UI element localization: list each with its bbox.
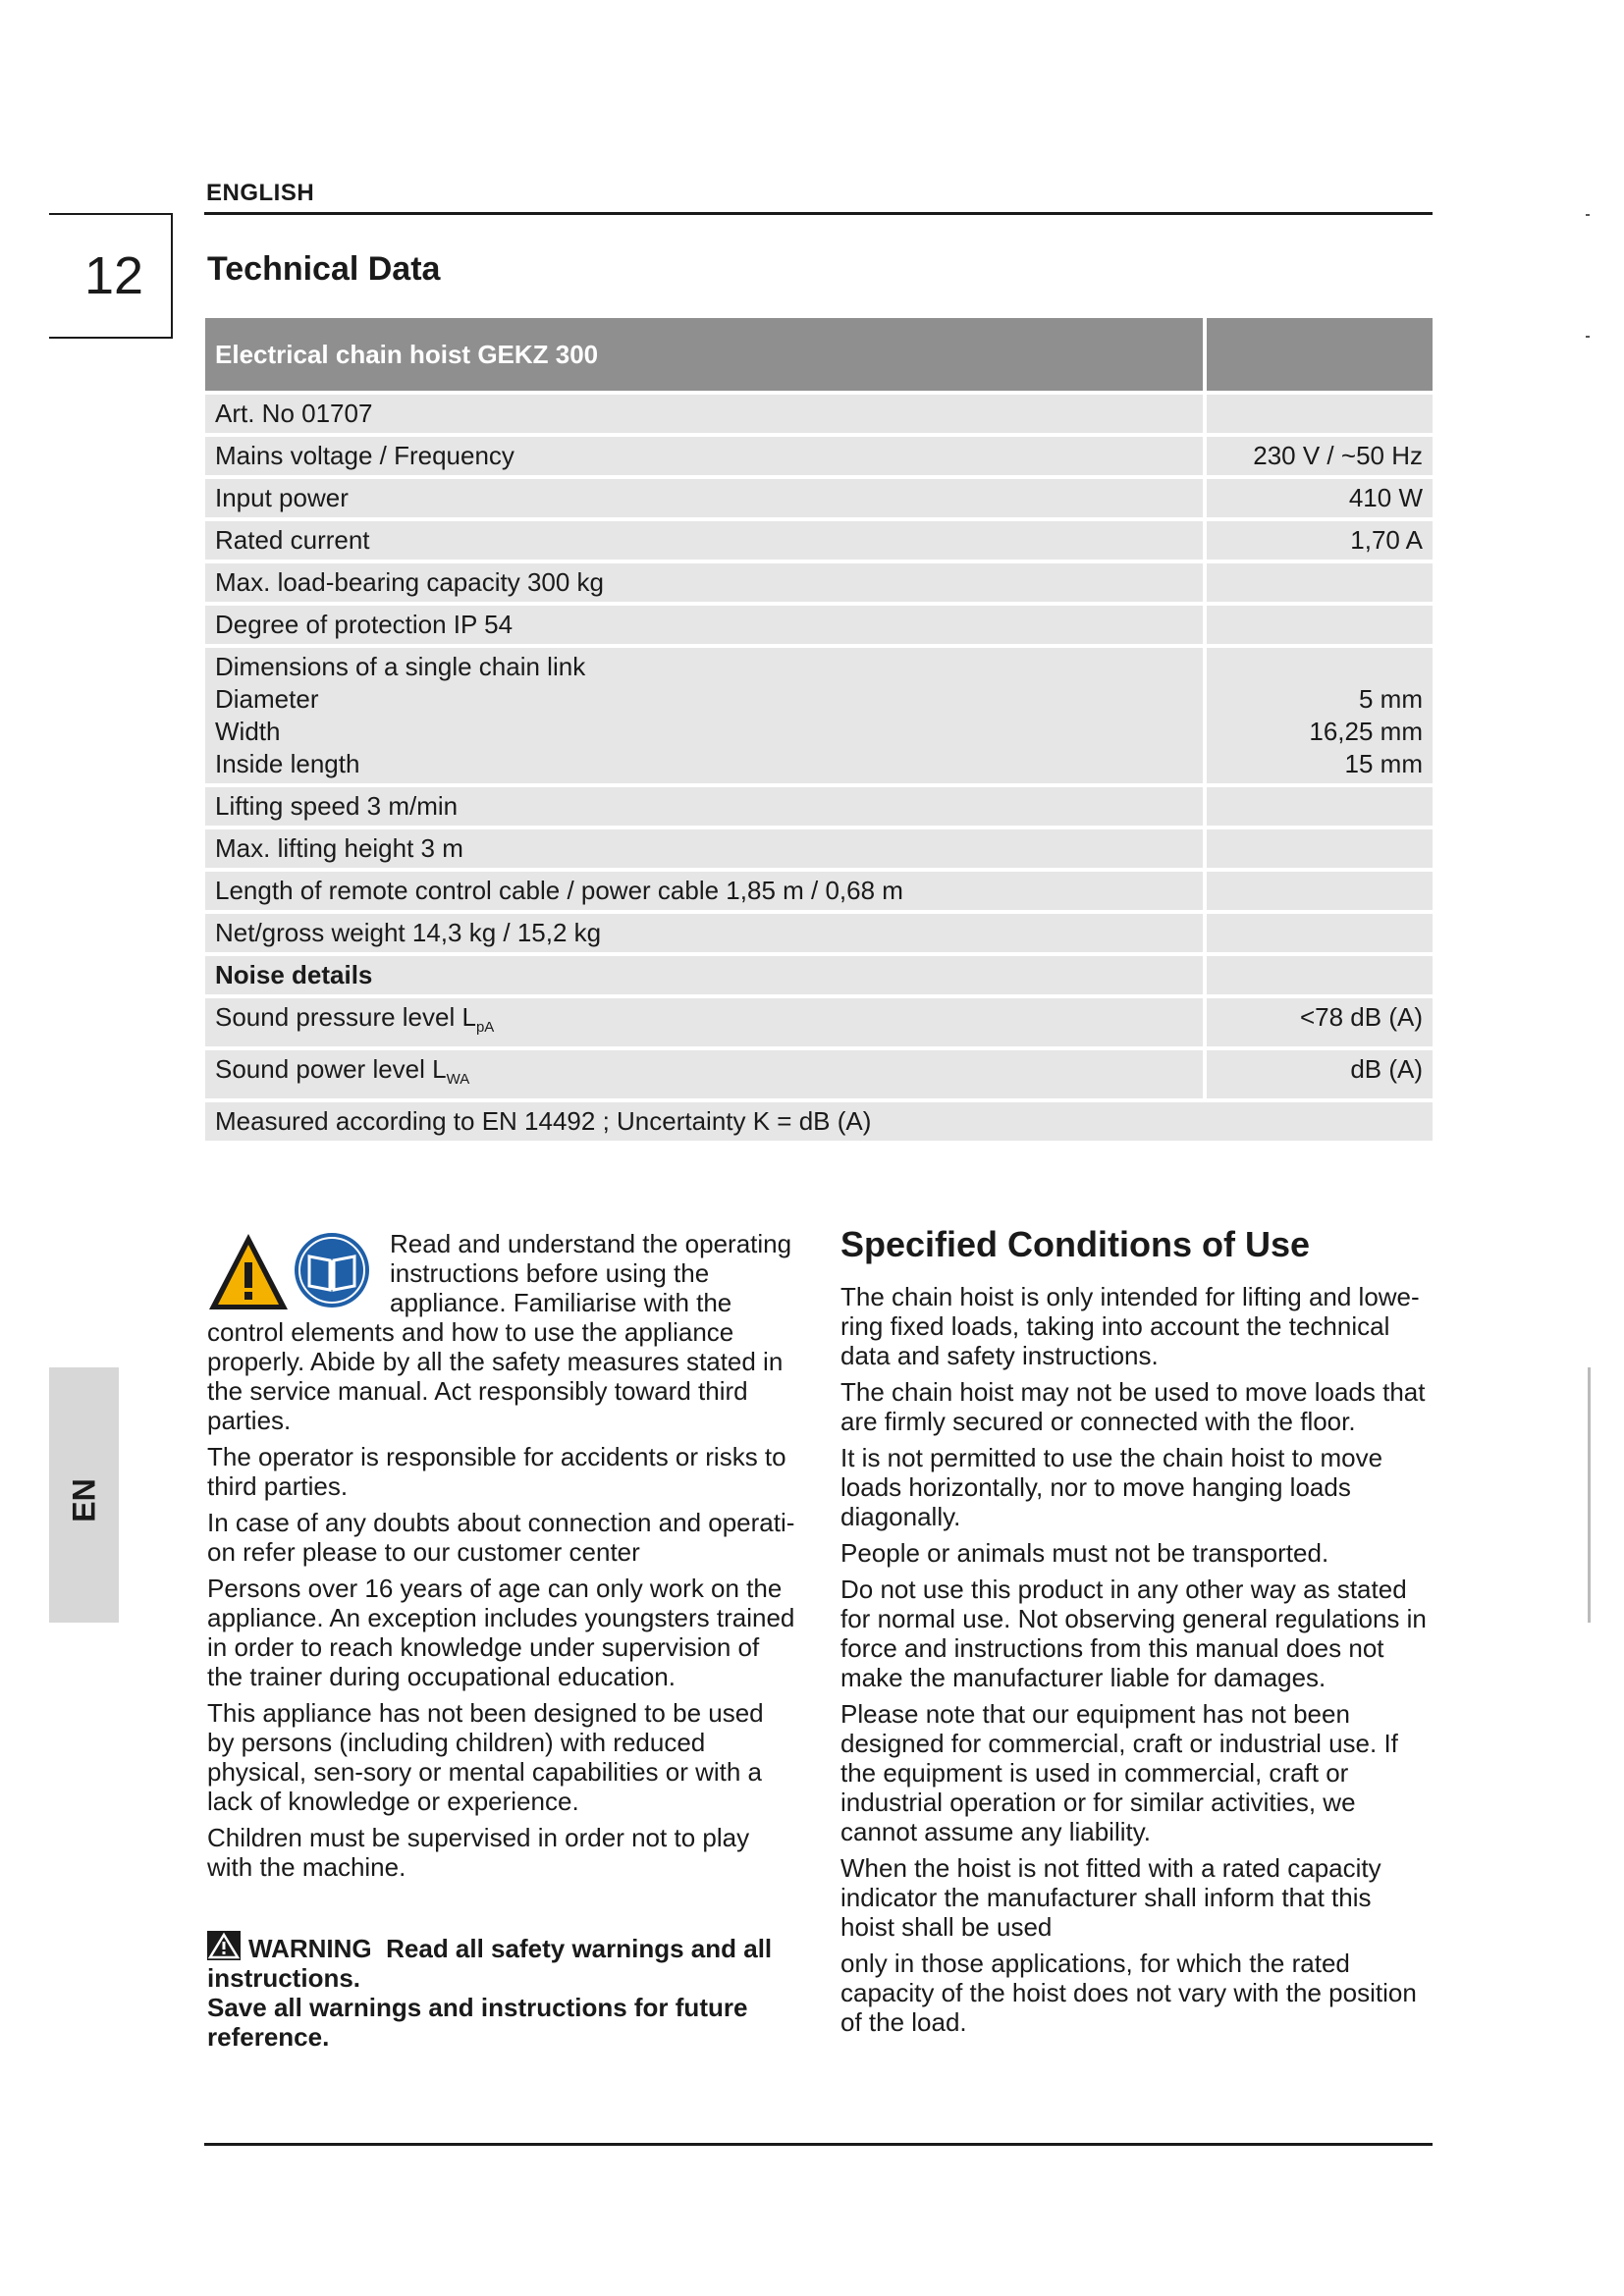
inside-length-value: 15 mm (1344, 749, 1423, 778)
row-value (1203, 563, 1433, 602)
noise-header-row (205, 956, 1433, 994)
warning-line-2: Save all warnings and instructions for future reference. (207, 1993, 748, 2052)
language-header: ENGLISH (206, 180, 315, 206)
safety-intro: Read and understand the operating instructions before using the appliance. Familiarise with the control elements and how to use the appliance properly. Abide by all the safety measures stated in the service manual. Act responsibly toward third parties. (207, 1229, 792, 1435)
chain-link-values (1203, 648, 1433, 783)
row-value (1203, 606, 1433, 644)
measurement-note-row (205, 1102, 1433, 1141)
warning-word: WARNING (248, 1934, 372, 1963)
conditions-paragraph: Please note that our equipment has not been designed for commercial, craft or industrial use. If the equipment is used in commercial, craft or industrial operation or for similar activities, we cannot assume any liability. (840, 1699, 1398, 1846)
safety-paragraph: This appliance has not been designed to be used by persons (including children) with reduced physical, sen-sory or mental capabilities or with a lack of knowledge or experience. (207, 1698, 764, 1816)
conditions-title: Specified Conditions of Use (840, 1224, 1311, 1264)
conditions-paragraph: The chain hoist may not be used to move loads that are firmly secured or connected with the floor. (840, 1377, 1426, 1436)
noise-title: Noise details (205, 956, 1203, 994)
table-row (205, 998, 1433, 1046)
width-value: 16,25 mm (1309, 717, 1423, 746)
table-row (205, 829, 1433, 868)
chain-link-row (205, 648, 1433, 783)
width-label: Width (215, 717, 281, 746)
row-label: Input power (205, 479, 1203, 517)
language-side-label: EN (66, 1478, 102, 1522)
warning-line-1 (207, 1931, 796, 1993)
row-value: 410 W (1203, 479, 1433, 517)
safety-column (207, 1229, 796, 2052)
table-row (205, 1050, 1433, 1098)
table-row (205, 787, 1433, 826)
conditions-paragraph: It is not permitted to use the chain hoist to move loads horizontally, nor to move hanging loads diagonally. (840, 1443, 1383, 1531)
conditions-paragraph: The chain hoist is only intended for lifting and lowe-ring fixed loads, taking into account the technical data and safety instructions. (840, 1282, 1420, 1370)
conditions-paragraph: When the hoist is not fitted with a rated capacity indicator the manufacturer shall inform that this hoist shall be used (840, 1853, 1381, 1942)
chain-link-labels (205, 648, 1203, 783)
table-header-row (205, 318, 1433, 391)
row-value: 230 V / ~50 Hz (1203, 437, 1433, 475)
table-row (205, 872, 1433, 910)
row-label: Mains voltage / Frequency (205, 437, 1203, 475)
table-heading-value (1203, 318, 1433, 391)
technical-data-table (205, 314, 1433, 1145)
safety-paragraph: Children must be supervised in order not to play with the machine. (207, 1823, 750, 1882)
sound-pressure-label: Sound pressure level $L_{pA}$ (205, 998, 1203, 1046)
noise-title-value (1203, 956, 1433, 994)
measurement-note: Measured according to EN 14492 ; Uncertainty K = dB (A) (205, 1102, 1433, 1141)
table-row (205, 395, 1433, 433)
table-row (205, 521, 1433, 560)
safety-paragraph: In case of any doubts about connection and operati-on refer please to our customer center (207, 1508, 795, 1567)
row-value (1203, 829, 1433, 868)
row-value (1203, 395, 1433, 433)
safety-paragraph: Persons over 16 years of age can only work on the appliance. An exception includes youngsters trained in order to reach knowledge under supervision of the trainer during occupational education. (207, 1574, 795, 1691)
row-label: Max. load-bearing capacity 300 kg (205, 563, 1203, 602)
row-value (1203, 787, 1433, 826)
header-rule (204, 212, 1433, 215)
row-value (1203, 914, 1433, 952)
sound-power-label: Sound power level $L_{WA}$ (205, 1050, 1203, 1098)
safety-icons (207, 1229, 382, 1317)
warning-triangle-icon (209, 1234, 288, 1309)
conditions-paragraph: only in those applications, for which the rated capacity of the hoist does not vary with the position of the load. (840, 1949, 1417, 2037)
diameter-value: 5 mm (1359, 684, 1423, 714)
row-value: 1,70 A (1203, 521, 1433, 560)
warning-block (207, 1931, 796, 2052)
diameter-label: Diameter (215, 684, 319, 714)
safety-paragraph: The operator is responsible for accidents or risks to third parties. (207, 1442, 786, 1501)
footer-rule (204, 2143, 1433, 2146)
warning-line-1-text: Read all safety warnings and all instructions. (207, 1934, 773, 1993)
table-heading: Electrical chain hoist GEKZ 300 (205, 318, 1203, 391)
row-label: Lifting speed 3 m/min (205, 787, 1203, 826)
table-row (205, 479, 1433, 517)
table-row (205, 437, 1433, 475)
row-label: Length of remote control cable / power cable 1,85 m / 0,68 m (205, 872, 1203, 910)
row-value (1203, 872, 1433, 910)
conditions-paragraph: Do not use this product in any other way as stated for normal use. Not observing general regulations in force and instructions from this manual does not make the manufacturer liable for damages. (840, 1575, 1427, 1692)
sound-pressure-value: <78 dB (A) (1203, 998, 1433, 1046)
table-row (205, 606, 1433, 644)
row-label: Net/gross weight 14,3 kg / 15,2 kg (205, 914, 1203, 952)
sound-power-value: dB (A) (1203, 1050, 1433, 1098)
margin-mark (1588, 1367, 1591, 1623)
table-row (205, 563, 1433, 602)
row-label: Rated current (205, 521, 1203, 560)
margin-mark (1586, 214, 1590, 216)
warning-small-icon (207, 1931, 241, 1960)
table-row (205, 914, 1433, 952)
row-label: Max. lifting height 3 m (205, 829, 1203, 868)
page-number: 12 (84, 246, 144, 305)
read-manual-icon (295, 1233, 369, 1308)
safety-icons-svg (207, 1229, 382, 1317)
conditions-paragraph: People or animals must not be transported. (840, 1538, 1329, 1568)
row-label: Degree of protection IP 54 (205, 606, 1203, 644)
chain-link-title: Dimensions of a single chain link (215, 652, 586, 681)
section-title: Technical Data (207, 250, 441, 288)
margin-mark (1586, 336, 1590, 338)
conditions-column (840, 1225, 1430, 2044)
inside-length-label: Inside length (215, 749, 360, 778)
row-label: Art. No 01707 (205, 395, 1203, 433)
